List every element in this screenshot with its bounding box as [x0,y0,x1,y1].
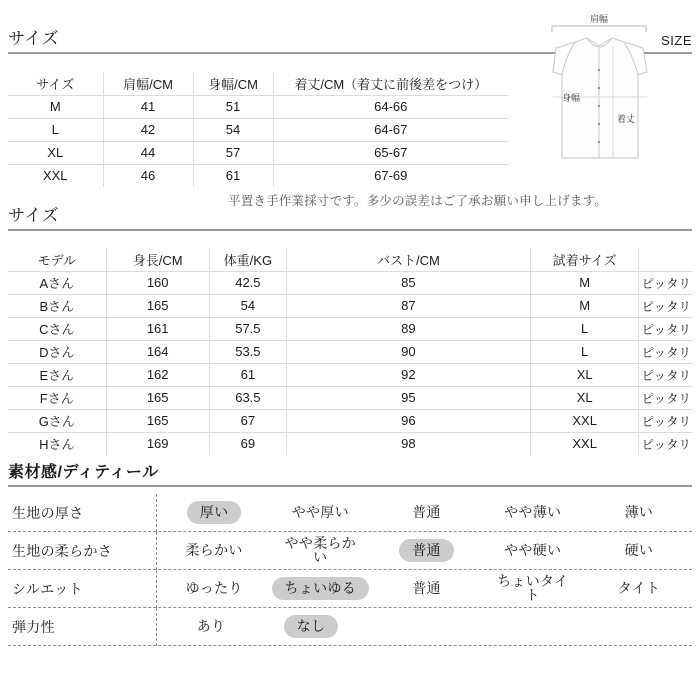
model-table-header-cell-1: 身長/CM [106,248,209,271]
table-row [8,363,692,386]
material-option[interactable] [161,532,267,570]
model-cell-fit: ピッタリ [639,271,692,294]
model-table-header-cell-5 [639,248,692,271]
model-cell-bust: 95 [286,386,530,409]
material-row-label: 生地の厚さ [12,504,84,521]
size-cell-shoulder: 42 [103,118,193,141]
size-cell-length: 64-66 [273,95,508,118]
model-cell-model: Cさん [8,317,106,340]
material-option-group [156,532,692,570]
material-option[interactable] [267,494,373,532]
model-cell-weight: 63.5 [209,386,286,409]
model-cell-weight: 61 [209,363,286,386]
model-cell-weight: 42.5 [209,271,286,294]
model-cell-size: L [530,317,639,340]
model-cell-size: XXL [530,432,639,455]
material-option-group [156,570,692,608]
model-cell-bust: 89 [286,317,530,340]
model-cell-bust: 87 [286,294,530,317]
material-option[interactable] [161,570,267,608]
size-cell-size: L [8,118,103,141]
material-option-label: ちょいタイト [497,573,569,603]
garment-measurement-diagram [534,2,698,188]
size-cell-size: M [8,95,103,118]
model-cell-size: L [530,340,639,363]
material-option-selected[interactable] [373,532,479,570]
material-option[interactable] [480,532,586,570]
material-row [8,494,692,532]
model-cell-size: M [530,271,639,294]
model-cell-model: Dさん [8,340,106,363]
vest-illustration-svg [534,2,698,188]
model-fitting-table [8,248,692,455]
material-detail-list [8,494,692,646]
model-cell-model: Eさん [8,363,106,386]
material-option[interactable] [480,570,586,608]
material-option-group [156,494,692,532]
model-cell-size: XXL [530,409,639,432]
model-cell-bust: 85 [286,271,530,294]
size-cell-chest: 57 [193,141,273,164]
table-row [8,294,692,317]
table-row [8,409,692,432]
size-cell-shoulder: 41 [103,95,193,118]
material-option-label: やや厚い [291,504,349,520]
size-table-header-cell-0: サイズ [8,72,103,95]
material-option-selected[interactable] [161,494,267,532]
material-option[interactable] [586,570,692,608]
model-cell-model: Hさん [8,432,106,455]
model-cell-weight: 54 [209,294,286,317]
size-section-title: サイズ [8,29,60,48]
size-cell-length: 65-67 [273,141,508,164]
material-option-selected[interactable] [261,608,361,646]
material-row [8,570,692,608]
model-cell-weight: 57.5 [209,317,286,340]
table-row [8,386,692,409]
material-option[interactable] [161,608,261,646]
model-cell-model: Bさん [8,294,106,317]
material-option-label: 硬い [624,542,654,558]
material-row [8,532,692,570]
model-table-header-cell-4: 試着サイズ [530,248,639,271]
model-cell-weight: 53.5 [209,340,286,363]
model-cell-model: Gさん [8,409,106,432]
size-table-header-row [8,72,508,95]
model-cell-fit: ピッタリ [639,363,692,386]
model-cell-model: Fさん [8,386,106,409]
diagram-label-length: 着丈 [616,114,636,124]
material-option-label: 普通 [412,580,441,596]
model-cell-size: M [530,294,639,317]
model-cell-fit: ピッタリ [639,294,692,317]
material-section-header [8,464,692,487]
table-row [8,271,692,294]
material-option[interactable] [267,532,373,570]
model-cell-model: Aさん [8,271,106,294]
model-cell-weight: 69 [209,432,286,455]
table-row [8,340,692,363]
model-cell-bust: 92 [286,363,530,386]
size-measurement-table [8,72,508,187]
model-cell-bust: 90 [286,340,530,363]
model-cell-fit: ピッタリ [639,432,692,455]
size-cell-size: XL [8,141,103,164]
size-table-header-cell-1: 肩幅/CM [103,72,193,95]
material-option-label: やや硬い [504,542,562,558]
size-cell-chest: 61 [193,164,273,187]
table-row [8,432,692,455]
model-cell-size: XL [530,386,639,409]
material-option-group [156,608,692,646]
table-row [8,164,508,187]
material-option-label: なし [284,615,339,638]
table-row [8,95,508,118]
table-row [8,317,692,340]
material-option-label: 普通 [412,504,441,520]
material-option[interactable] [586,494,692,532]
measurement-note: 平置き手作業採寸です。多少の誤差はご了承お願い申し上げます。 [228,194,608,208]
model-section-title: サイズ [8,206,60,225]
model-table-header-cell-3: バスト/CM [286,248,530,271]
table-row [8,118,508,141]
model-table-header-cell-2: 体重/KG [209,248,286,271]
material-option[interactable] [480,494,586,532]
size-cell-size: XXL [8,164,103,187]
size-cell-chest: 54 [193,118,273,141]
material-option-label: ちょいゆる [272,577,370,600]
model-cell-size: XL [530,363,639,386]
size-table-header-cell-2: 身幅/CM [193,72,273,95]
model-cell-fit: ピッタリ [639,317,692,340]
model-cell-fit: ピッタリ [639,386,692,409]
material-option[interactable] [586,532,692,570]
material-option-label: あり [196,618,226,634]
model-cell-height: 165 [106,294,209,317]
diagram-label-chest: 身幅 [561,93,581,103]
material-option-label: やや柔らかい [284,535,357,565]
model-cell-height: 161 [106,317,209,340]
model-table-header-row [8,248,692,271]
size-table-header-cell-3: 着丈/CM（着丈に前後差をつけ） [273,72,508,95]
model-cell-weight: 67 [209,409,286,432]
material-option[interactable] [373,494,479,532]
material-option-label: 厚い [187,501,242,524]
material-row [8,608,692,646]
material-row-label: 生地の柔らかさ [12,542,113,559]
material-option-label: 普通 [399,539,454,562]
size-section-title-en: SIZE [661,32,692,48]
table-row [8,141,508,164]
model-cell-height: 162 [106,363,209,386]
model-cell-fit: ピッタリ [639,340,692,363]
size-cell-length: 64-67 [273,118,508,141]
model-cell-height: 164 [106,340,209,363]
model-section-header [8,207,692,231]
model-cell-height: 165 [106,386,209,409]
size-cell-chest: 51 [193,95,273,118]
size-cell-length: 67-69 [273,164,508,187]
material-option-label: ゆったり [185,580,243,596]
material-row-label: シルエット [12,580,83,597]
model-cell-height: 160 [106,271,209,294]
size-cell-shoulder: 44 [103,141,193,164]
material-option-label: やや薄い [504,504,562,520]
diagram-label-shoulder: 肩幅 [589,14,609,24]
model-cell-bust: 96 [286,409,530,432]
model-cell-height: 169 [106,432,209,455]
material-option-selected[interactable] [267,570,373,608]
material-option-label: 柔らかい [185,542,243,558]
model-cell-fit: ピッタリ [639,409,692,432]
material-section-title: 素材感/ディティール [8,464,159,481]
model-cell-height: 165 [106,409,209,432]
material-option-label: 薄い [624,504,654,520]
material-row-label: 弾力性 [12,618,55,635]
material-option-label: タイト [617,580,661,596]
model-cell-bust: 98 [286,432,530,455]
material-option[interactable] [373,570,479,608]
size-cell-shoulder: 46 [103,164,193,187]
model-table-header-cell-0: モデル [8,248,106,271]
